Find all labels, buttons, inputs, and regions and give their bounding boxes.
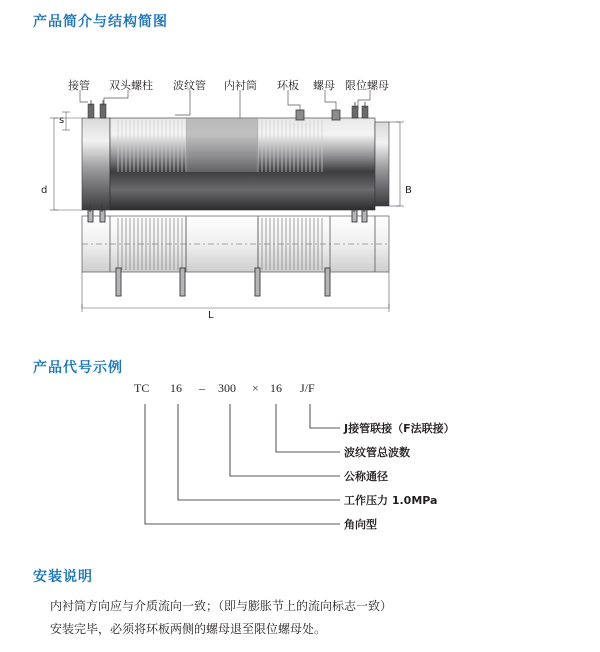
- callout-label: 波纹管: [173, 79, 206, 92]
- dimension-label-d: d: [41, 185, 48, 196]
- code-token: ×: [252, 381, 259, 395]
- code-token: 16: [170, 381, 182, 395]
- callout-label: 接管: [68, 79, 90, 92]
- product-code-leader-lines: [0, 378, 600, 548]
- structure-diagram: [0, 60, 600, 340]
- dimension-label-s: s: [59, 115, 65, 126]
- dimension-label-L: L: [208, 310, 214, 321]
- install-notes: [50, 598, 570, 644]
- code-description: 波纹管总波数: [344, 446, 410, 459]
- code-token: –: [199, 381, 205, 395]
- structure-drawing-svg: [0, 60, 600, 340]
- code-token: J/F: [300, 381, 315, 395]
- code-description: 工作压力 1.0MPa: [344, 494, 438, 507]
- section-title-install: 安装说明: [33, 569, 93, 585]
- install-note-line: 内衬筒方向应与介质流向一致；（即与膨胀节上的流向标志一致）: [50, 599, 393, 613]
- callout-label: 双头螺柱: [109, 79, 153, 92]
- product-code-diagram: [0, 378, 600, 548]
- section-title-code: 产品代号示例: [33, 360, 123, 376]
- callout-label: 限位螺母: [345, 79, 389, 92]
- dimension-label-B: B: [405, 185, 412, 196]
- code-token: 300: [218, 381, 236, 395]
- code-description: 角向型: [344, 518, 377, 531]
- section-title-structure: 产品简介与结构简图: [33, 14, 168, 30]
- code-description: 公称通径: [344, 470, 388, 483]
- code-token: TC: [134, 381, 150, 395]
- callout-label: 内衬筒: [224, 79, 257, 92]
- callout-label: 环板: [277, 79, 299, 92]
- code-description: J接管联接（F法联接）: [344, 422, 455, 435]
- callout-label: 螺母: [313, 79, 335, 92]
- install-note-line: 安装完毕，必须将环板两侧的螺母退至限位螺母处。: [50, 622, 327, 636]
- code-token: 16: [270, 381, 282, 395]
